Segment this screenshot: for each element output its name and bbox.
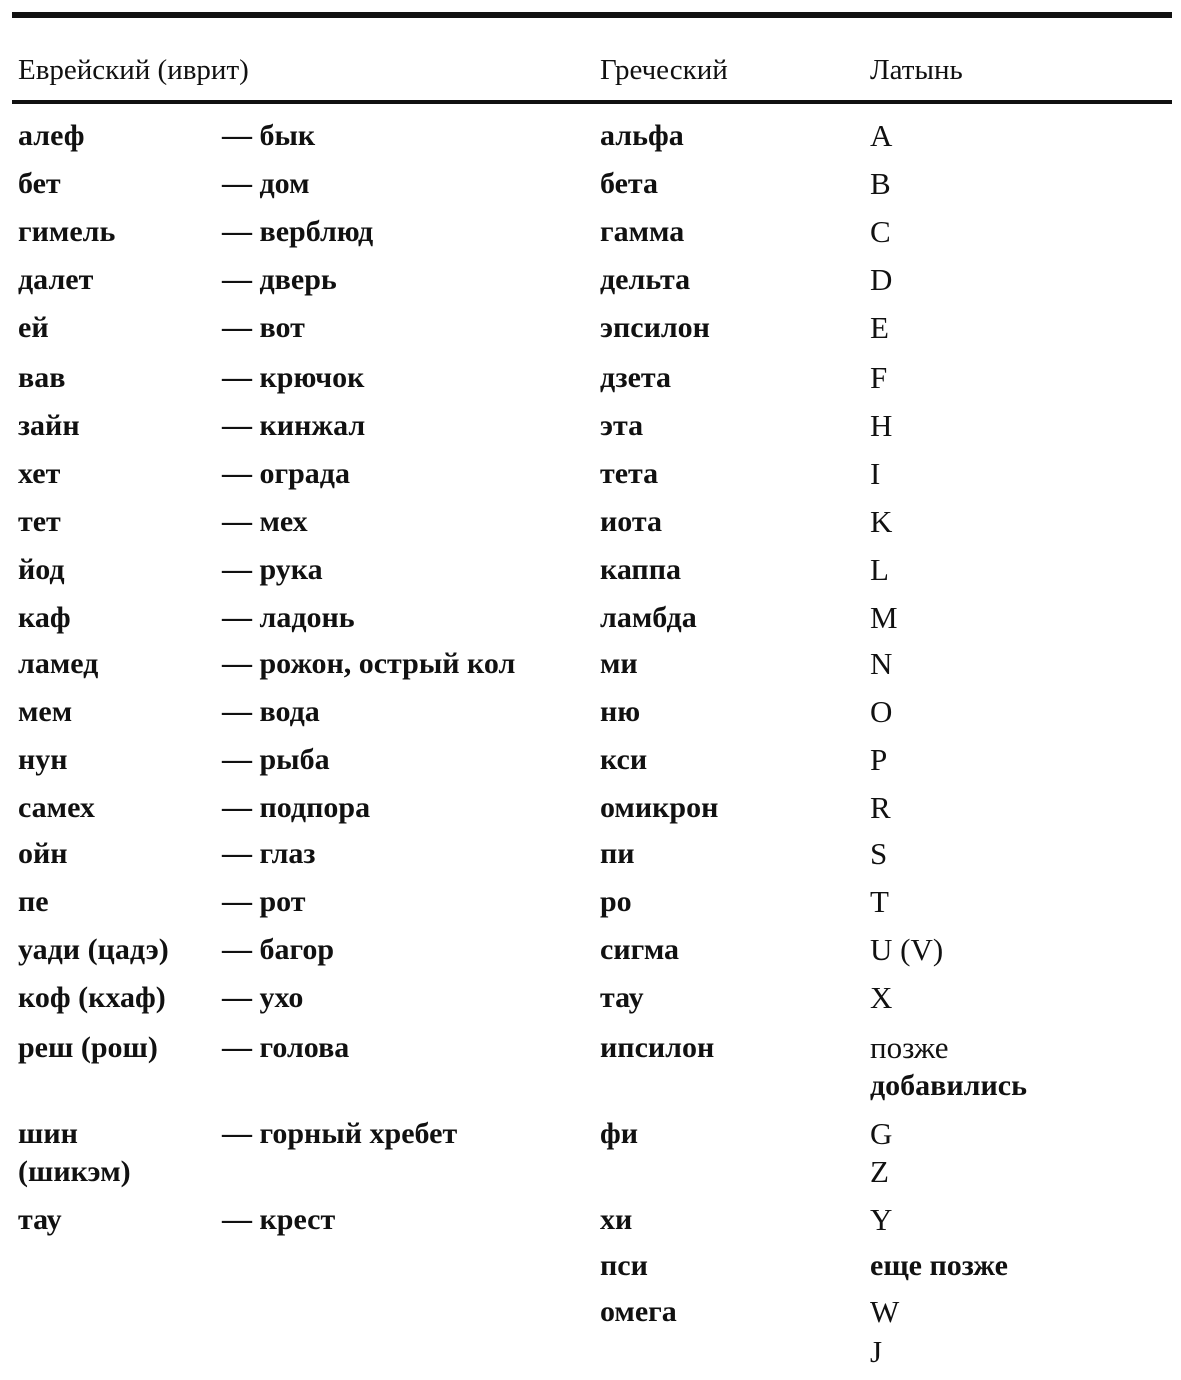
greek-letter-name: хи <box>600 1203 633 1236</box>
latin-letter: W <box>870 1294 900 1329</box>
latin-letter: T <box>870 884 889 919</box>
latin-letter: O <box>870 694 893 729</box>
header-latin: Латынь <box>870 54 963 86</box>
latin-letter: X <box>870 980 893 1015</box>
greek-letter-name: омега <box>600 1295 677 1328</box>
hebrew-letter-name: бет <box>18 167 61 200</box>
hebrew-letter-name: коф (кхаф) <box>18 981 166 1014</box>
hebrew-meaning: — крючок <box>222 361 365 394</box>
hebrew-meaning: — ограда <box>222 457 350 490</box>
latin-letter: P <box>870 742 888 777</box>
greek-letter-name: ламбда <box>600 601 697 634</box>
hebrew-meaning: — дверь <box>222 263 337 296</box>
hebrew-letter-name: йод <box>18 553 65 586</box>
greek-letter-name: эпсилон <box>600 311 710 344</box>
greek-letter-name: иота <box>600 505 662 538</box>
hebrew-meaning: — мех <box>222 505 308 538</box>
top-rule <box>12 12 1172 18</box>
hebrew-meaning: — рыба <box>222 743 330 776</box>
hebrew-letter-name: алеф <box>18 119 85 152</box>
greek-letter-name: пси <box>600 1249 648 1282</box>
hebrew-meaning: — горный хребет <box>222 1117 458 1150</box>
greek-letter-name: ню <box>600 695 641 728</box>
hebrew-letter-name: хет <box>18 457 61 490</box>
greek-letter-name: тета <box>600 457 659 490</box>
header-greek: Греческий <box>600 54 728 86</box>
hebrew-meaning: — подпора <box>222 791 371 824</box>
latin-letter: Y <box>870 1202 893 1237</box>
greek-letter-name: альфа <box>600 119 684 152</box>
latin-letter: J <box>870 1334 883 1369</box>
hebrew-meaning: — голова <box>222 1031 350 1064</box>
greek-letter-name: каппа <box>600 553 682 586</box>
header-rule <box>12 100 1172 104</box>
greek-letter-name: бета <box>600 167 659 200</box>
greek-letter-name: ми <box>600 647 638 680</box>
hebrew-letter-name: ойн <box>18 837 68 870</box>
latin-letter: K <box>870 504 893 539</box>
hebrew-meaning: — ладонь <box>222 601 355 634</box>
hebrew-meaning: — глаз <box>222 837 316 870</box>
hebrew-letter-name: мем <box>18 695 73 728</box>
hebrew-letter-name: гимель <box>18 215 116 248</box>
latin-letter: E <box>870 310 889 345</box>
latin-letter: B <box>870 166 891 201</box>
hebrew-letter-name: каф <box>18 601 71 634</box>
hebrew-meaning: — ухо <box>222 981 304 1014</box>
latin-letter: M <box>870 600 898 635</box>
hebrew-letter-name: зайн <box>18 409 80 442</box>
hebrew-letter-name: далет <box>18 263 94 296</box>
hebrew-meaning: — бык <box>222 119 316 152</box>
hebrew-letter-name: уади (цадэ) <box>18 933 169 966</box>
hebrew-meaning: — крест <box>222 1203 336 1236</box>
latin-letter: D <box>870 262 893 297</box>
latin-letter: G <box>870 1116 893 1151</box>
hebrew-letter-name: самех <box>18 791 95 824</box>
latin-letter: F <box>870 360 888 395</box>
hebrew-letter-name: ламед <box>18 647 99 680</box>
hebrew-letter-name: реш (рош) <box>18 1031 158 1064</box>
hebrew-meaning: — рот <box>222 885 306 918</box>
latin-letter: R <box>870 790 891 825</box>
hebrew-letter-name: ей <box>18 311 49 344</box>
hebrew-letter-name: пе <box>18 885 49 918</box>
hebrew-meaning: — рожон, острый кол <box>222 647 516 680</box>
hebrew-letter-name: тет <box>18 505 61 538</box>
hebrew-meaning: — вот <box>222 311 305 344</box>
hebrew-meaning: — дом <box>222 167 310 200</box>
hebrew-letter-name: (шикэм) <box>18 1155 131 1188</box>
greek-letter-name: пи <box>600 837 635 870</box>
latin-letter: I <box>870 456 881 491</box>
greek-letter-name: гамма <box>600 215 685 248</box>
greek-letter-name: эта <box>600 409 644 442</box>
hebrew-meaning: — верблюд <box>222 215 374 248</box>
hebrew-meaning: — кинжал <box>222 409 366 442</box>
latin-letter: еще позже <box>870 1249 1008 1282</box>
greek-letter-name: сигма <box>600 933 680 966</box>
latin-letter: N <box>870 646 893 681</box>
greek-letter-name: омикрон <box>600 791 719 824</box>
greek-letter-name: дзета <box>600 361 672 394</box>
greek-letter-name: тау <box>600 981 644 1014</box>
greek-letter-name: кси <box>600 743 648 776</box>
greek-letter-name: дельта <box>600 263 691 296</box>
greek-letter-name: фи <box>600 1117 639 1150</box>
hebrew-letter-name: шин <box>18 1117 78 1150</box>
hebrew-letter-name: вав <box>18 361 66 394</box>
latin-letter: позже <box>870 1030 949 1065</box>
greek-letter-name: ипсилон <box>600 1031 715 1064</box>
greek-letter-name: ро <box>600 885 632 918</box>
latin-letter: C <box>870 214 891 249</box>
hebrew-meaning: — багор <box>222 933 335 966</box>
latin-letter: добавились <box>870 1069 1027 1102</box>
latin-letter: Z <box>870 1154 889 1189</box>
latin-letter: A <box>870 118 893 153</box>
hebrew-letter-name: нун <box>18 743 68 776</box>
hebrew-letter-name: тау <box>18 1203 62 1236</box>
latin-letter: S <box>870 836 888 871</box>
hebrew-meaning: — рука <box>222 553 323 586</box>
latin-letter: U (V) <box>870 932 944 967</box>
latin-letter: H <box>870 408 893 443</box>
hebrew-meaning: — вода <box>222 695 320 728</box>
latin-letter: L <box>870 552 889 587</box>
header-hebrew: Еврейский (иврит) <box>18 54 249 86</box>
